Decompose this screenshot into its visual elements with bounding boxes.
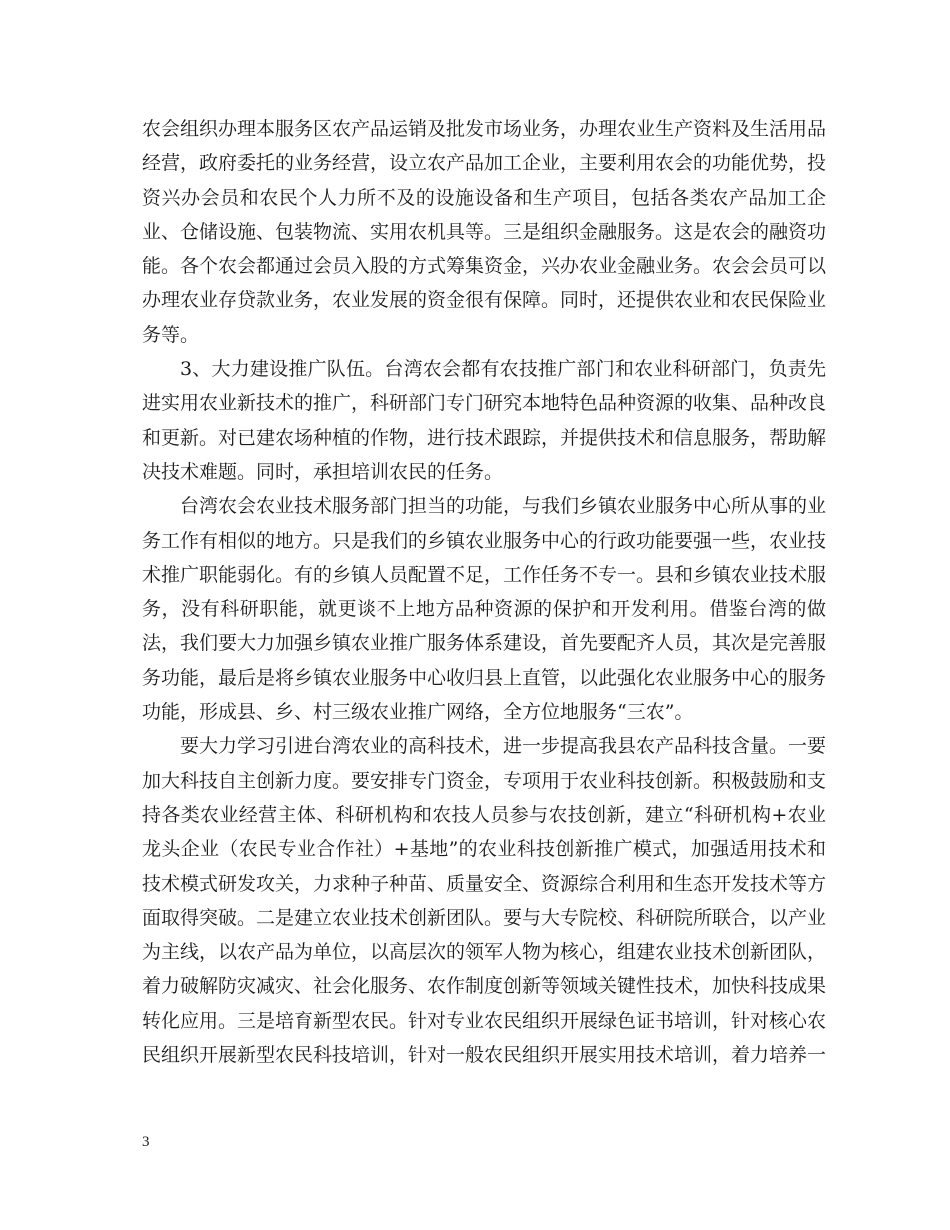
paragraph-4: 要大力学习引进台湾农业的高科技术，进一步提高我县农产品科技含量。一要加大科技自主创新力度。要安排专门资金，专项用于农业科技创新。积极鼓励和支持各类农业经营主体、科研机构和农技人员参与农技创新，建立“科研机构+农业龙头企业（农民专业合作社）+基地”的农业科技创新推广模式，加强适用技术和技术模式研发攻关，力求种子种苗、质量安全、资源综合利用和生态开发技术等方面取得突破。二是建立农业技术创新团队。要与大专院校、科研院所联合，以产业为主线，以农产品为单位，以高层次的领军人物为核心，组建农业技术创新团队，着力破解防灾减灾、社会化服务、农作制度创新等领域关键性技术，加快科技成果转化应用。三是培育新型农民。针对专业农民组织开展绿色证书培训，针对核心农民组织开展新型农民科技培训，针对一般农民组织开展实用技术培训，着力培养一 xyxy=(142,735,827,1067)
paragraph-2: 3、大力建设推广队伍。台湾农会都有农技推广部门和农业科研部门，负责先进实用农业新技术的推广，科研部门专门研究本地特色品种资源的收集、品种改良和更新。对已建农场种植的作物，进行技术跟踪，并提供技术和信息服务，帮助解决技术难题。同时，承担培训农民的任务。 xyxy=(142,358,827,483)
paragraph-1: 农会组织办理本服务区农产品运销及批发市场业务，办理农业生产资料及生活用品经营，政府委托的业务经营，设立农产品加工企业，主要利用农会的功能优势，投资兴办会员和农民个人力所不及的设施设备和生产项目，包括各类农产品加工企业、仓储设施、包装物流、实用农机具等。三是组织金融服务。这是农会的融资功能。各个农会都通过会员入股的方式筹集资金，兴办农业金融业务。农会会员可以办理农业存贷款业务，农业发展的资金很有保障。同时，还提供农业和农民保险业务等。 xyxy=(142,118,827,346)
page-body xyxy=(142,112,826,1072)
paragraph-3: 台湾农会农业技术服务部门担当的功能，与我们乡镇农业服务中心所从事的业务工作有相似的地方。只是我们的乡镇农业服务中心的行政功能要强一些，农业技术推广职能弱化。有的乡镇人员配置不足，工作任务不专一。县和乡镇农业技术服务，没有科研职能，就更谈不上地方品种资源的保护和开发利用。借鉴台湾的做法，我们要大力加强乡镇农业推广服务体系建设，首先要配齐人员，其次是完善服务功能，最后是将乡镇农业服务中心收归县上直管，以此强化农业服务中心的服务功能，形成县、乡、村三级农业推广网络，全方位地服务“三农”。 xyxy=(142,495,827,724)
page-number: 3 xyxy=(142,1134,150,1150)
